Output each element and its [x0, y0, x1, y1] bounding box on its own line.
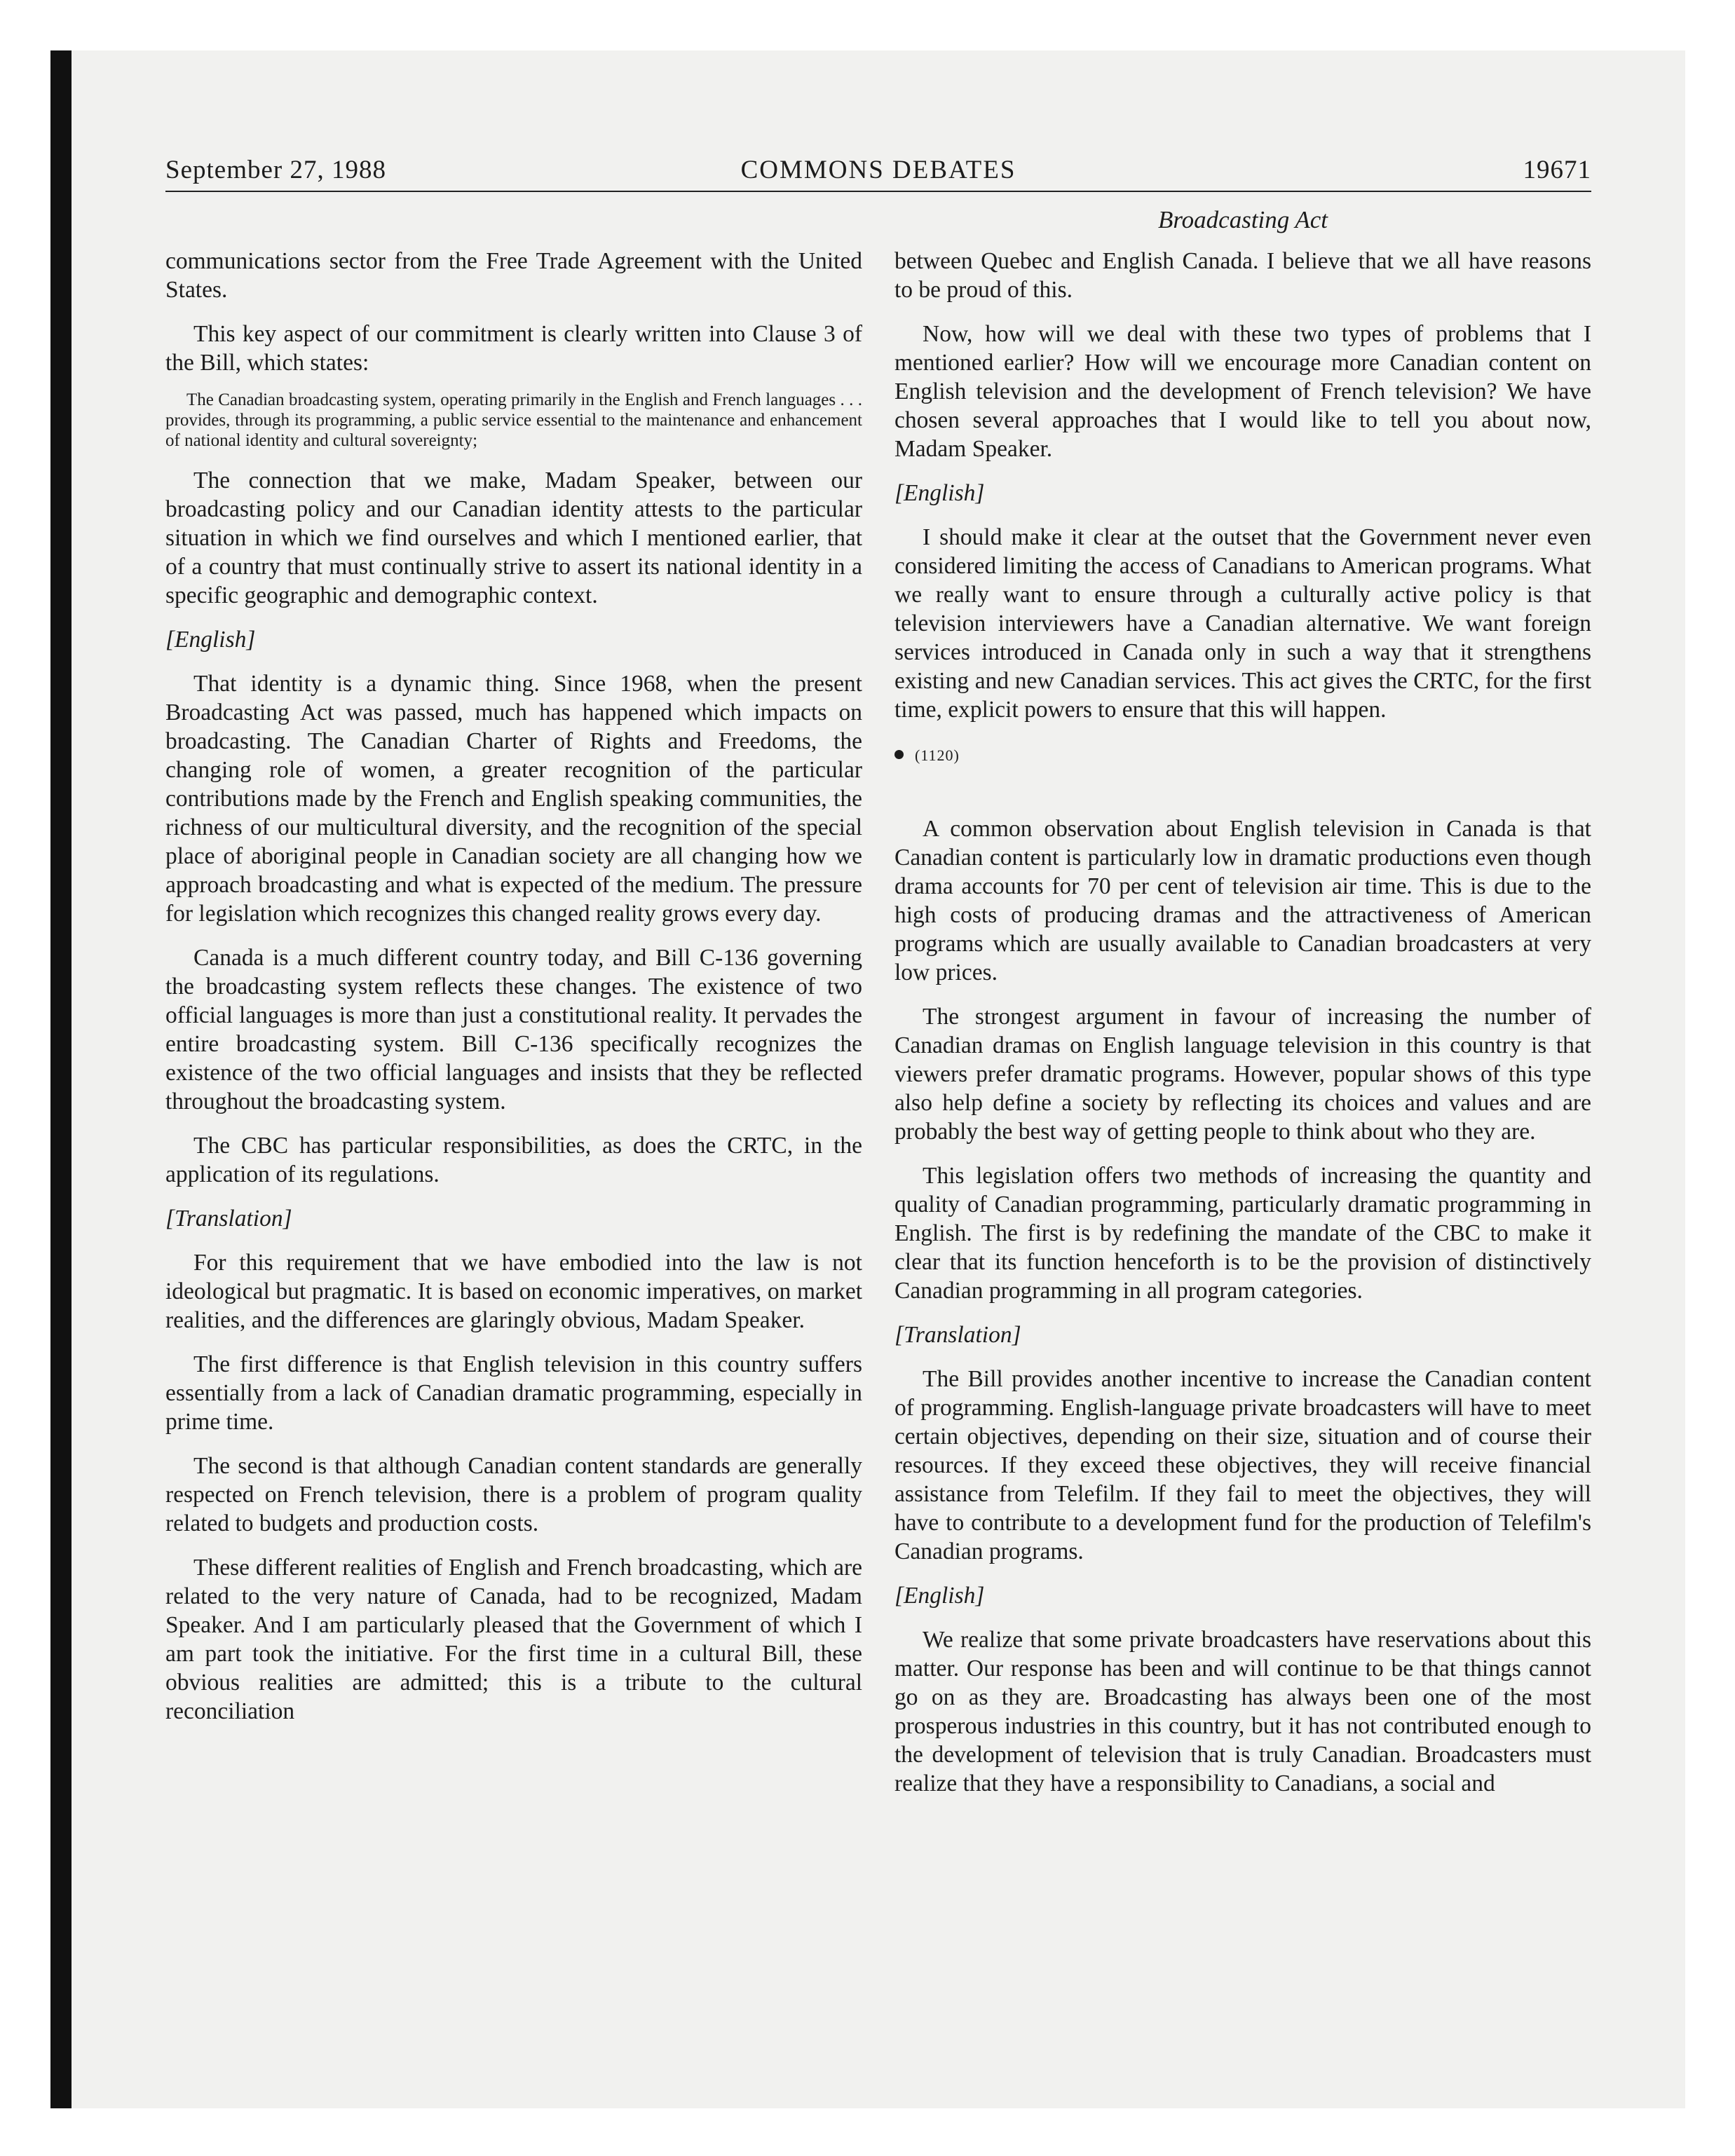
- running-subheading: Broadcasting Act: [1157, 206, 1328, 233]
- paragraph: We realize that some private broadcasters have reservations about this matter. Our response has been and will continue to be that things cannot go on as they are. Broadcasting has always been one of the most prosperous industries in this country, but it has not contributed enough to the development of television that is truly Canadian. Broadcasters must realize that they have a responsibility to Canadians, a social and: [894, 1627, 1591, 1796]
- language-marker: [English]: [894, 1583, 985, 1609]
- paragraph: between Quebec and English Canada. I believe that we all have reasons to be proud of this.: [894, 248, 1591, 303]
- time-marker-label: (1120): [915, 746, 960, 764]
- paragraph: These different realities of English and French broadcasting, which are related to the very nature of Canada, had to be recognized, Madam Speaker. And I am particularly pleased that the Government of which I am part took the initiative. For the first time in a cultural Bill, these obvious realities are admitted; this is a tribute to the cultural reconciliation: [165, 1555, 862, 1724]
- language-marker: [Translation]: [894, 1322, 1021, 1348]
- language-marker: [English]: [165, 627, 256, 653]
- paragraph: The connection that we make, Madam Speaker, between our broadcasting policy and our Canadian identity attests to the particular situation in which we find ourselves and which I mentioned earlier, that of a country that must continually strive to assert its national identity in a specific geographic and demographic context.: [165, 468, 862, 608]
- time-marker: [894, 741, 1591, 770]
- header-publication-title: COMMONS DEBATES: [740, 156, 1016, 184]
- paragraph: Canada is a much different country today, and Bill C-136 governing the broadcasting system reflects these changes. The existence of two official languages is more than just a constitutional reality. It pervades the entire broadcasting system. Bill C-136 specifically recognizes the existence of the two official languages and insists that they be reflected throughout the broadcasting system.: [165, 945, 862, 1114]
- paragraph: The first difference is that English television in this country suffers essentially from a lack of Canadian dramatic programming, especially in prime time.: [165, 1351, 862, 1435]
- paragraph: The CBC has particular responsibilities, as does the CRTC, in the application of its regulations.: [165, 1133, 862, 1187]
- bullet-icon: [894, 750, 904, 759]
- paragraph: This key aspect of our commitment is clearly written into Clause 3 of the Bill, which states:: [165, 321, 862, 376]
- right-column: [894, 247, 1591, 1798]
- paragraph: That identity is a dynamic thing. Since 1968, when the present Broadcasting Act was passed, much has happened which impacts on broadcasting. The Canadian Charter of Rights and Freedoms, the changing role of women, a greater recognition of the particular contributions made by the French and English speaking communities, the richness of our multicultural diversity, and the recognition of the special place of aboriginal people in Canadian society are all changing how we approach broadcasting and what is expected of the medium. The pressure for legislation which recognizes this changed reality grows every day.: [165, 671, 862, 927]
- left-column: [165, 247, 862, 1726]
- paragraph: A common observation about English television in Canada is that Canadian content is particularly low in dramatic productions even though drama accounts for 70 per cent of television air time. This is due to the high costs of producing dramas and the attractiveness of American programs which are usually available to Canadian broadcasters at very low prices.: [894, 816, 1591, 985]
- paragraph: The Bill provides another incentive to increase the Canadian content of programming. English-language private broadcasters will have to meet certain objectives, depending on their size, situation and of course their resources. If they exceed these objectives, they will receive financial assistance from Telefilm. If they fail to meet the objectives, they will have to contribute to a development fund for the production of Telefilm's Canadian programs.: [894, 1366, 1591, 1564]
- header-date: September 27, 1988: [165, 156, 386, 184]
- bill-clause-quote: The Canadian broadcasting system, operating primarily in the English and French languages . . . provides, through its programming, a public service essential to the maintenance and enhancement of national identity and cultural sovereignty;: [165, 390, 862, 450]
- page-header: [165, 151, 1591, 192]
- header-page-number: 19671: [1523, 156, 1591, 184]
- language-marker: [English]: [894, 480, 985, 506]
- paragraph: communications sector from the Free Trade Agreement with the United States.: [165, 248, 862, 303]
- paragraph: Now, how will we deal with these two types of problems that I mentioned earlier? How will we encourage more Canadian content on English television and the development of French television? We have chosen several approaches that I would like to tell you about now, Madam Speaker.: [894, 321, 1591, 462]
- paragraph: This legislation offers two methods of increasing the quantity and quality of Canadian programming, particularly dramatic programming in English. The first is by redefining the mandate of the CBC to make it clear that its function henceforth is to be the provision of distinctively Canadian programming in all program categories.: [894, 1163, 1591, 1304]
- paragraph: The second is that although Canadian content standards are generally respected on French television, there is a problem of program quality related to budgets and production costs.: [165, 1453, 862, 1536]
- language-marker: [Translation]: [165, 1206, 292, 1231]
- scan-binding-edge: [50, 50, 72, 2108]
- paragraph: I should make it clear at the outset that the Government never even considered limiting the access of Canadians to American programs. What we really want to ensure through a culturally active policy is that television interviewers have a Canadian alternative. We want foreign services introduced in Canada only in such a way that it strengthens existing and new Canadian services. This act gives the CRTC, for the first time, explicit powers to ensure that this will happen.: [894, 524, 1591, 723]
- paragraph: For this requirement that we have embodied into the law is not ideological but pragmatic. It is based on economic imperatives, on market realities, and the differences are glaringly obvious, Madam Speaker.: [165, 1250, 862, 1333]
- paragraph: The strongest argument in favour of increasing the number of Canadian dramas on English language television in this country is that viewers prefer dramatic programs. However, popular shows of this type also help define a society by reflecting its choices and values and are probably the best way of getting people to think about who they are.: [894, 1004, 1591, 1145]
